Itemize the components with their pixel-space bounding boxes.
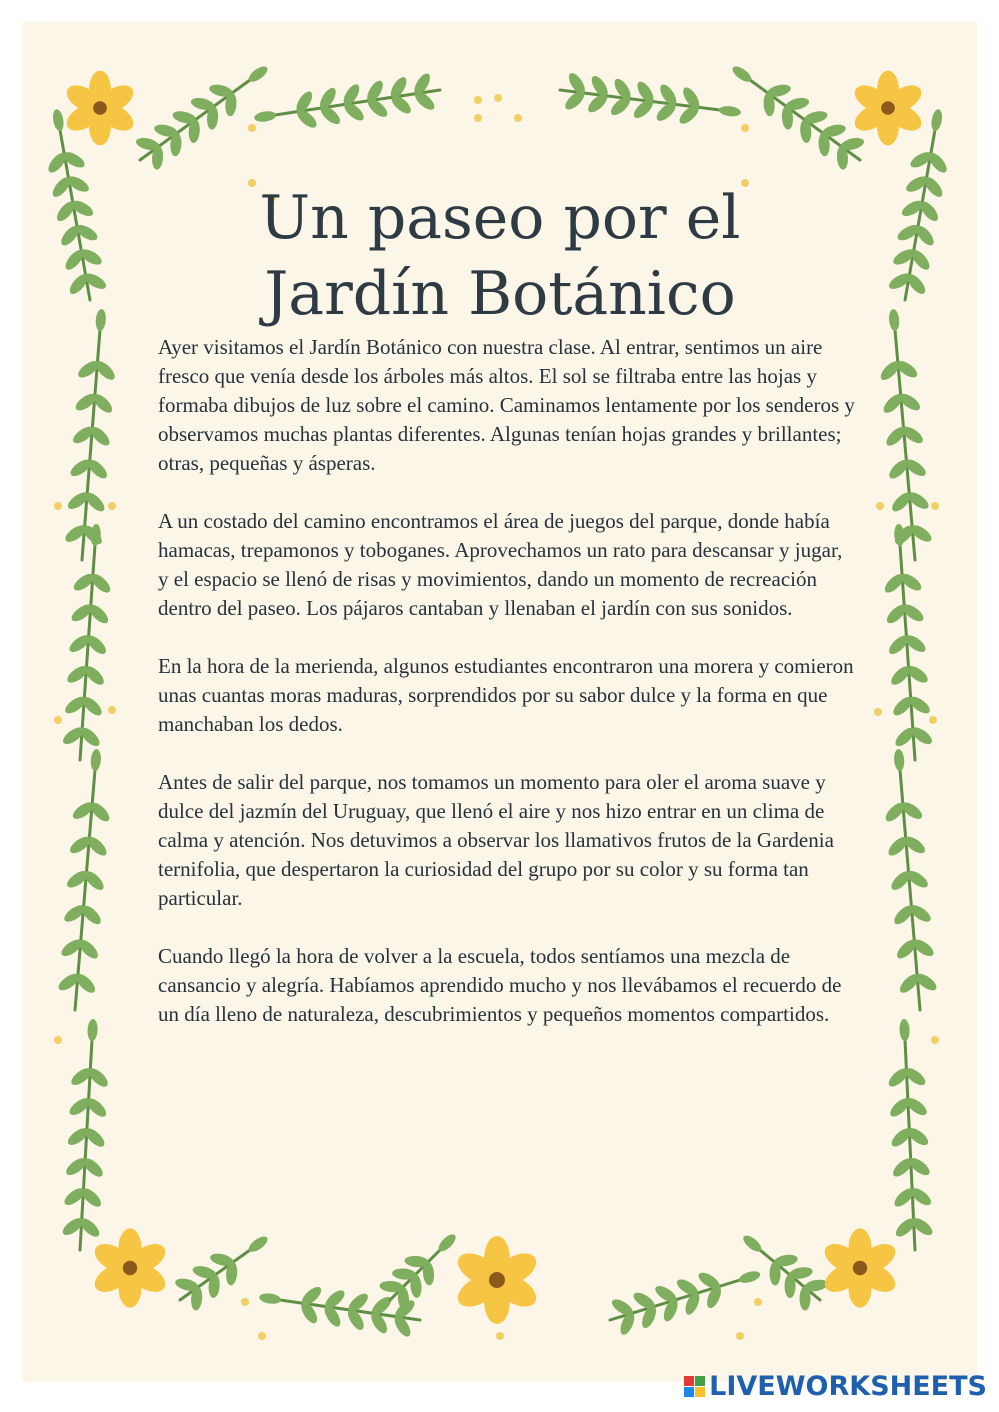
- decor-dot: [54, 1036, 62, 1044]
- liveworksheets-brand: [684, 1371, 987, 1402]
- paragraph-3: En la hora de la merienda, algunos estudiantes encontraron una morera y comieron unas cuantas moras maduras, sorprendidos por su sabor dulce y la forma en que manchaban los dedos.: [158, 654, 854, 736]
- leaf-branch-icon: [609, 1269, 761, 1337]
- decor-dot: [258, 1332, 266, 1340]
- decor-dot: [754, 1298, 762, 1306]
- leaf-branch-icon: [878, 309, 934, 560]
- decor-dot: [108, 502, 116, 510]
- decor-dot: [108, 706, 116, 714]
- leaf-branch-icon: [730, 64, 865, 170]
- leaf-branch-icon: [60, 524, 113, 760]
- leaf-branch-icon: [60, 1019, 111, 1250]
- leaf-branch-icon: [56, 749, 112, 1010]
- yellow-flower-icon: [820, 1228, 900, 1307]
- decor-dot: [54, 716, 62, 724]
- paragraph-1: Ayer visitamos el Jardín Botánico con nuestra clase. Al entrar, sentimos un aire fresco que venía desde los árboles más altos. El sol se filtraba entre las hojas y formaba dibujos de luz sobre el camino. Caminamos lentamente por los senderos y observamos muchas plantas diferentes. Algunas tenían hojas grandes y brillantes; otras, pequeñas y ásperas.: [158, 335, 855, 475]
- decor-dot: [474, 96, 482, 104]
- yellow-flower-icon: [62, 71, 138, 146]
- paragraph-4: Antes de salir del parque, nos tomamos un momento para oler el aroma suave y dulce del jazmín del Uruguay, que llenó el aire y nos hizo entrar en un clima de calma y atención. Nos detuvimos a observar los llamativos frutos de la Gardenia ternifolia, que despertaron la curiosidad del grupo por su color y su forma tan particular.: [158, 770, 834, 910]
- story-text: [158, 333, 858, 1058]
- decor-dot: [494, 94, 502, 102]
- decor-dot: [248, 124, 256, 132]
- decor-dot: [514, 114, 522, 122]
- paragraph-2: A un costado del camino encontramos el área de juegos del parque, donde había hamacas, trepamonos y toboganes. Aprovechamos un rato para descansar y jugar, y el espacio se llenó de risas y movimientos, dando un momento de recreación dentro del paseo. Los pájaros cantaban y llenaban el jardín con sus sonidos.: [158, 509, 843, 620]
- brand-text: LIVEWORKSHEETS: [709, 1371, 987, 1402]
- yellow-flower-icon: [850, 71, 926, 146]
- title-line-2: Jardín Botánico: [264, 259, 736, 329]
- decor-dot: [474, 114, 482, 122]
- leaf-branch-icon: [63, 309, 118, 560]
- page-title: [150, 180, 850, 332]
- liveworksheets-logo-icon: [684, 1376, 705, 1397]
- leaf-branch-icon: [882, 524, 935, 760]
- title-line-1: Un paseo por el: [259, 183, 741, 253]
- decor-dot: [931, 502, 939, 510]
- leaf-branch-icon: [174, 1234, 270, 1311]
- decor-dot: [874, 708, 882, 716]
- yellow-flower-icon: [90, 1228, 170, 1307]
- leaf-branch-icon: [379, 1232, 458, 1311]
- decor-dot: [876, 502, 884, 510]
- decor-dot: [241, 1298, 249, 1306]
- yellow-flower-icon: [452, 1236, 541, 1324]
- decor-dot: [741, 124, 749, 132]
- decor-dot: [929, 716, 937, 724]
- leaf-branch-icon: [883, 749, 939, 1010]
- decor-dot: [931, 1036, 939, 1044]
- decor-dot: [496, 1332, 504, 1340]
- leaf-branch-icon: [560, 71, 741, 127]
- leaf-branch-icon: [253, 71, 440, 131]
- decor-dot: [54, 502, 62, 510]
- paragraph-5: Cuando llegó la hora de volver a la escuela, todos sentíamos una mezcla de cansancio y alegría. Habíamos aprendido mucho y nos llevábamos el recuerdo de un día lleno de naturaleza, descubrimientos y pequeños momentos compartidos.: [158, 944, 842, 1026]
- leaf-branch-icon: [886, 1019, 935, 1250]
- decor-dot: [736, 1332, 744, 1340]
- leaf-branch-icon: [135, 64, 270, 170]
